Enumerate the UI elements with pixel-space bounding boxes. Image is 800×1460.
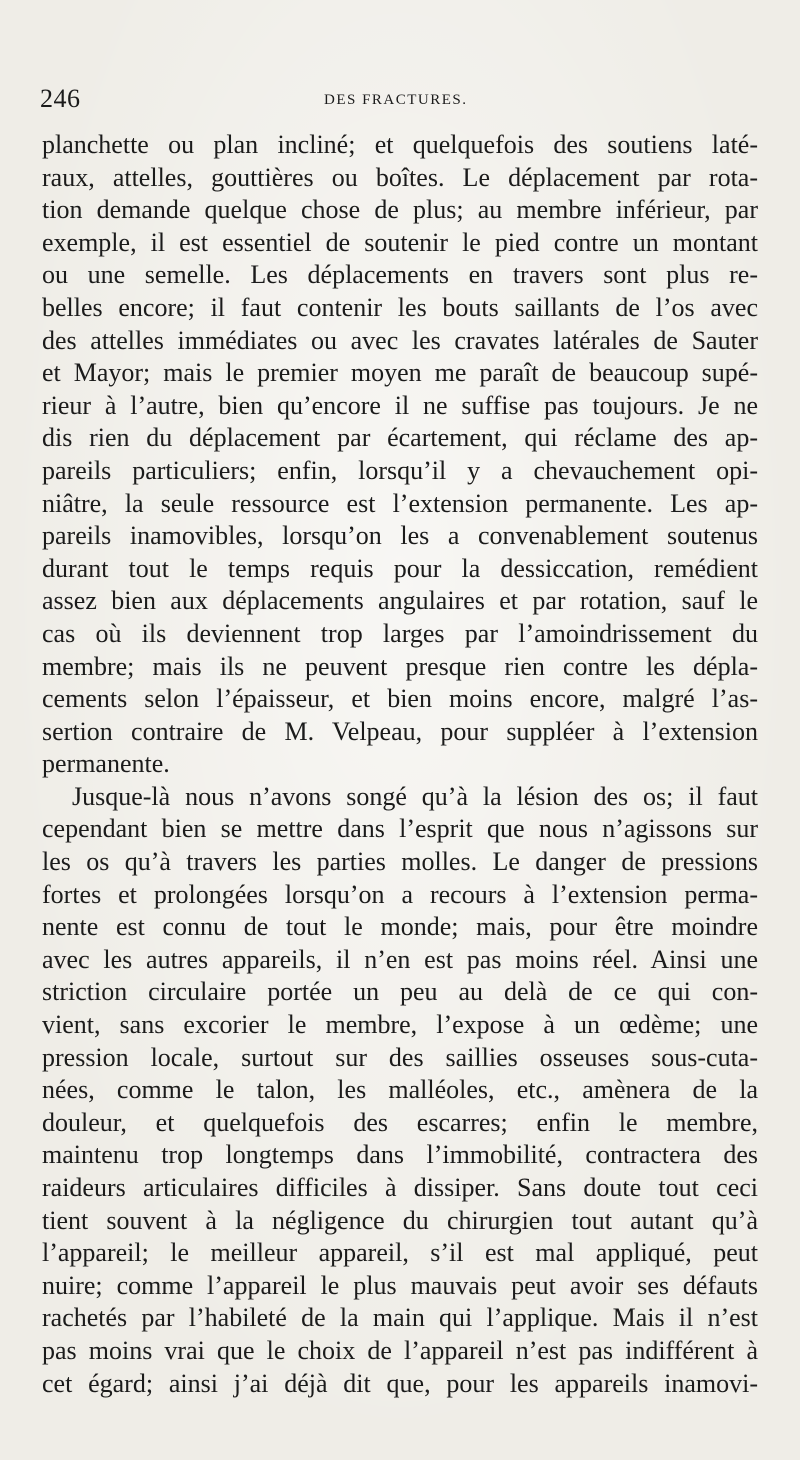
text-line: assez bien aux déplacements angulaires et par rotation, sauf le [42,586,758,616]
page-number: 246 [40,84,81,113]
text-line: membre; mais ils ne peuvent presque rien contre les dépla- [42,651,758,681]
text-line: ou une semelle. Les déplacements en travers sont plus re- [42,260,758,290]
text-line: sertion contraire de M. Velpeau, pour suppléer à l’extension [42,716,758,746]
text-line: rieur à l’autre, bien qu’encore il ne suffise pas toujours. Je ne [42,390,758,420]
running-title: DES FRACTURES. [324,92,468,108]
text-line: nées, comme le talon, les malléoles, etc., amènera de la [42,1075,758,1105]
paragraph-end-line: permanente. [42,749,170,779]
text-line: des attelles immédiates ou avec les cravates latérales de Sauter [42,325,758,355]
text-line: belles encore; il faut contenir les bouts saillants de l’os avec [42,292,758,322]
text-line: raux, attelles, gouttières ou boîtes. Le déplacement par rota- [42,162,758,192]
text-line: l’appareil; le meilleur appareil, s’il est mal appliqué, peut [42,1238,758,1268]
text-line: fortes et prolongées lorsqu’on a recours à l’extension perma- [42,879,758,909]
text-line: dis rien du déplacement par écartement, qui réclame des ap- [42,423,758,453]
text-line: niâtre, la seule ressource est l’extension permanente. Les ap- [42,488,758,518]
text-line: nente est connu de tout le monde; mais, pour être moindre [42,912,758,942]
text-line: avec les autres appareils, il n’en est pas moins réel. Ainsi une [42,944,758,974]
text-line: cet égard; ainsi j’ai déjà dit que, pour les appareils inamovi- [42,1368,758,1398]
text-line: pareils particuliers; enfin, lorsqu’il y a chevauchement opi- [42,455,758,485]
text-line: vient, sans excorier le membre, l’expose à un œdème; une [42,1010,758,1040]
text-line: cependant bien se mettre dans l’esprit que nous n’agissons sur [42,814,758,844]
text-line: nuire; comme l’appareil le plus mauvais peut avoir ses défauts [42,1270,758,1300]
text-line: raideurs articulaires difficiles à dissiper. Sans doute tout ceci [42,1173,758,1202]
text-line: les os qu’à travers les parties molles. Le danger de pressions [42,847,758,877]
body-text [42,129,758,1400]
text-line: douleur, et quelquefois des escarres; enfin le membre, [42,1107,758,1137]
paragraph-start-line: Jusque-là nous n’avons songé qu’à la lésion des os; il faut [72,781,758,811]
text-line: rachetés par l’habileté de la main qui l’applique. Mais il n’est [42,1303,758,1333]
text-line: cas où ils deviennent trop larges par l’amoindrissement du [42,618,758,648]
text-line: tion demande quelque chose de plus; au membre inférieur, par [42,195,758,225]
text-line: pression locale, surtout sur des saillies osseuses sous-cuta- [42,1042,758,1072]
page-header [40,84,756,114]
text-line: durant tout le temps requis pour la dessiccation, remédient [42,553,758,583]
text-line: exemple, il est essentiel de soutenir le pied contre un montant [42,227,758,257]
text-line: maintenu trop longtemps dans l’immobilité, contractera des [42,1140,758,1170]
text-line: pas moins vrai que le choix de l’appareil n’est pas indifférent à [42,1335,758,1365]
text-line: et Mayor; mais le premier moyen me paraît de beaucoup supé- [42,358,758,388]
text-line: tient souvent à la négligence du chirurgien tout autant qu’à [42,1205,758,1235]
text-line: cements selon l’épaisseur, et bien moins encore, malgré l’as- [42,684,758,714]
text-line: striction circulaire portée un peu au delà de ce qui con- [42,977,758,1007]
text-line: planchette ou plan incliné; et quelquefois des soutiens laté- [42,130,758,159]
text-line: pareils inamovibles, lorsqu’on les a convenablement soutenus [42,521,758,551]
